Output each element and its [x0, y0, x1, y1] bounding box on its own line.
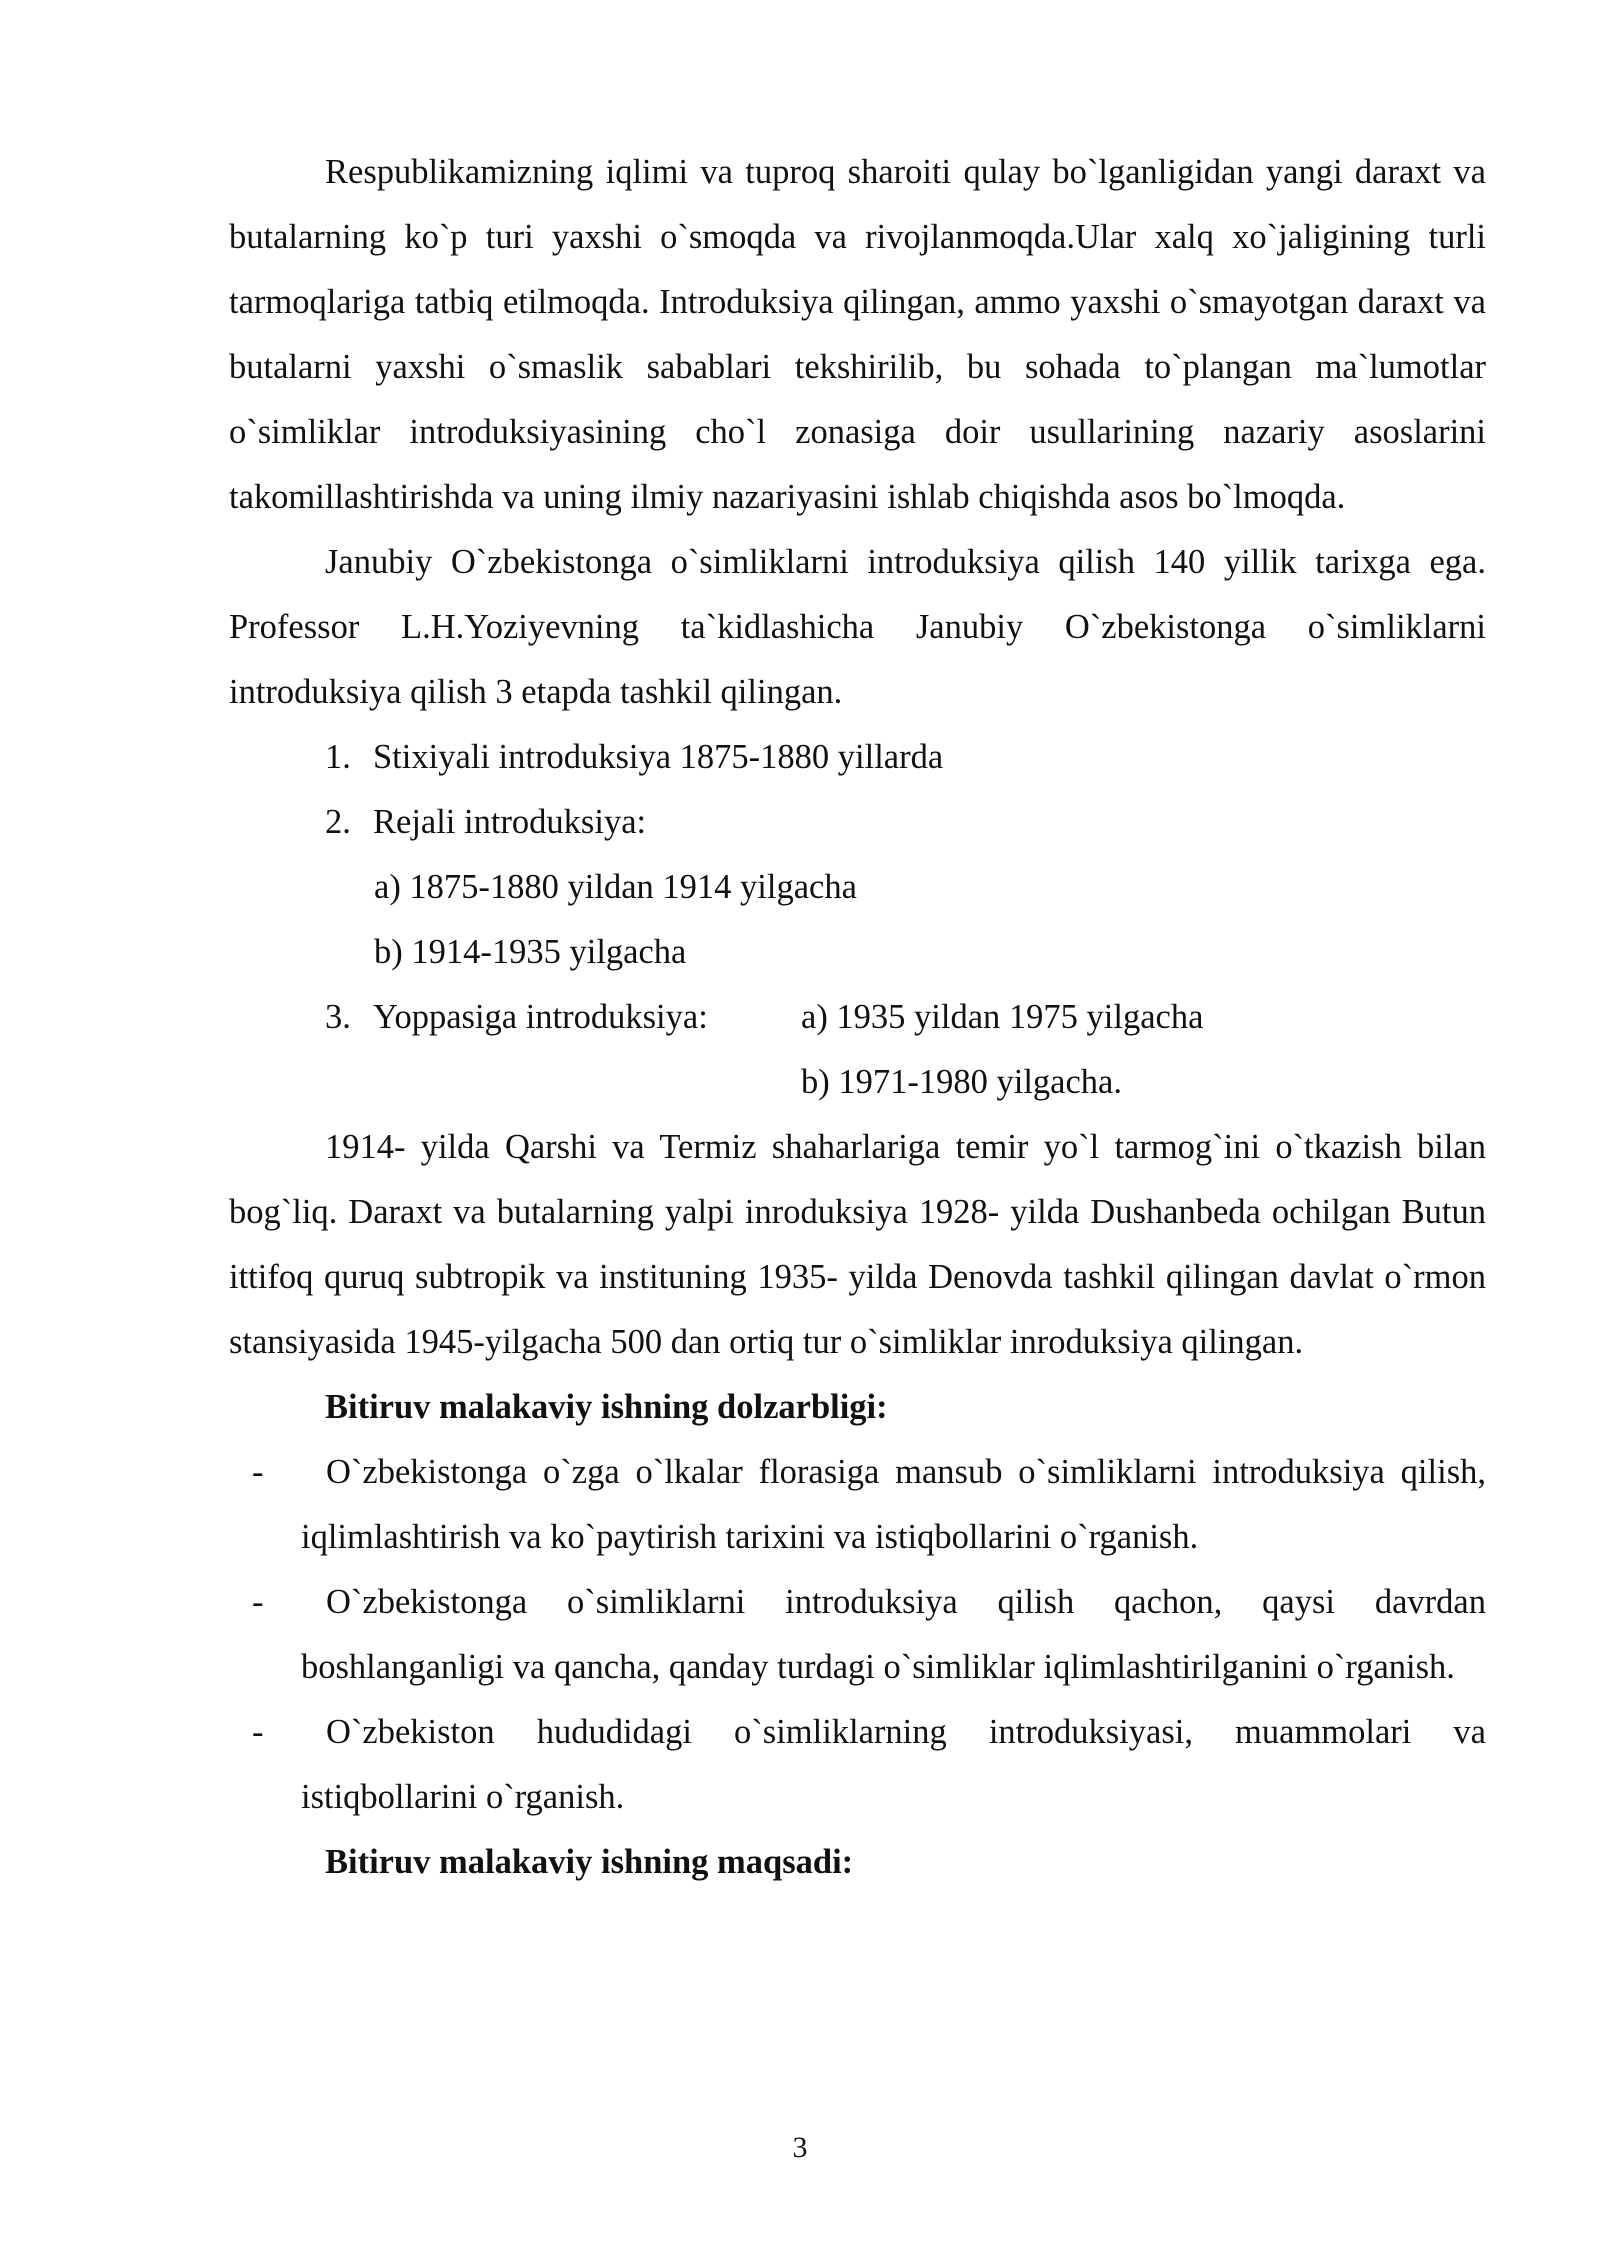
heading-goal: Bitiruv malakaviy ishning maqsadi: [325, 1843, 854, 1881]
stage-number: 1. [325, 738, 351, 776]
relevance-item-text: O`zbekistonga o`simliklarni introduksiya qilish qachon, qaysi davrdan boshlanganligi va qancha, qanday turdagi o`simliklar iqlimlashtirilganini o`rganish. [301, 1583, 1486, 1686]
stage-2-sub-a: a) 1875-1880 yildan 1914 yilgacha [374, 868, 857, 906]
stage-text: Yoppasiga introduksiya: [373, 998, 708, 1036]
dash-bullet: - [252, 1713, 264, 1751]
paragraph-history: Janubiy O`zbekistonga o`simliklarni introduksiya qilish 140 yillik tarixga ega. Professor L.H.Yoziyevning ta`kidlashicha Janubiy O`zbekistonga o`simliklarni introduksiya qilish 3 etapda tashkil qilingan. [229, 543, 1486, 711]
stage-item-3 [229, 985, 1486, 1050]
stage-number: 2. [325, 803, 351, 841]
stage-2-sub-b: b) 1914-1935 yilgacha [374, 933, 687, 971]
dash-bullet: - [252, 1453, 264, 1491]
dash-bullet: - [252, 1583, 264, 1621]
stage-item-2 [229, 790, 1486, 855]
stage-item-1 [229, 725, 1486, 790]
relevance-item-text: O`zbekistonga o`zga o`lkalar florasiga mansub o`simliklarni introduksiya qilish, iqlimlashtirish va ko`paytirish tarixini va istiqbollarini o`rganish. [301, 1453, 1486, 1556]
stage-number: 3. [325, 998, 351, 1036]
heading-relevance: Bitiruv malakaviy ishning dolzarbligi: [325, 1388, 888, 1426]
stage-text: Rejali introduksiya: [373, 803, 647, 841]
paragraph-introduction: Respublikamizning iqlimi va tuproq sharoiti qulay bo`lganligidan yangi daraxt va butalarning ko`p turi yaxshi o`smoqda va rivojlanmoqda.Ular xalq xo`jaligining turli tarmoqlariga tatbiq etilmoqda. Introduksiya qilingan, ammo yaxshi o`smayotgan daraxt va butalarni yaxshi o`smaslik sabablari tekshirilib, bu sohada to`plangan ma`lumotlar o`simliklar introduksiyasining cho`l zonasiga doir usullarining nazariy asoslarini takomillashtirishda va uning ilmiy nazariyasini ishlab chiqishda asos bo`lmoqda. [229, 153, 1486, 516]
stage-text: Stixiyali introduksiya 1875-1880 yillarda [373, 738, 944, 776]
relevance-item-text: O`zbekiston hududidagi o`simliklarning introduksiyasi, muammolari va istiqbollarini o`rganish. [301, 1713, 1486, 1816]
page-number: 3 [792, 2131, 808, 2164]
stage-3-sub-a: a) 1935 yildan 1975 yilgacha [801, 998, 1204, 1036]
relevance-item [229, 1440, 1486, 1570]
relevance-item [229, 1700, 1486, 1830]
relevance-item [229, 1570, 1486, 1700]
document-page [229, 140, 1486, 1895]
stage-3-sub-b: b) 1971-1980 yilgacha. [801, 1063, 1122, 1101]
paragraph-railway: 1914- yilda Qarshi va Termiz shaharlariga temir yo`l tarmog`ini o`tkazish bilan bog`liq. Daraxt va butalarning yalpi inroduksiya 1928- yilda Dushanbeda ochilgan Butun ittifoq quruq subtropik va instituning 1935- yilda Denovda tashkil qilingan davlat o`rmon stansiyasida 1945-yilgacha 500 dan ortiq tur o`simliklar inroduksiya qilingan. [229, 1128, 1486, 1361]
